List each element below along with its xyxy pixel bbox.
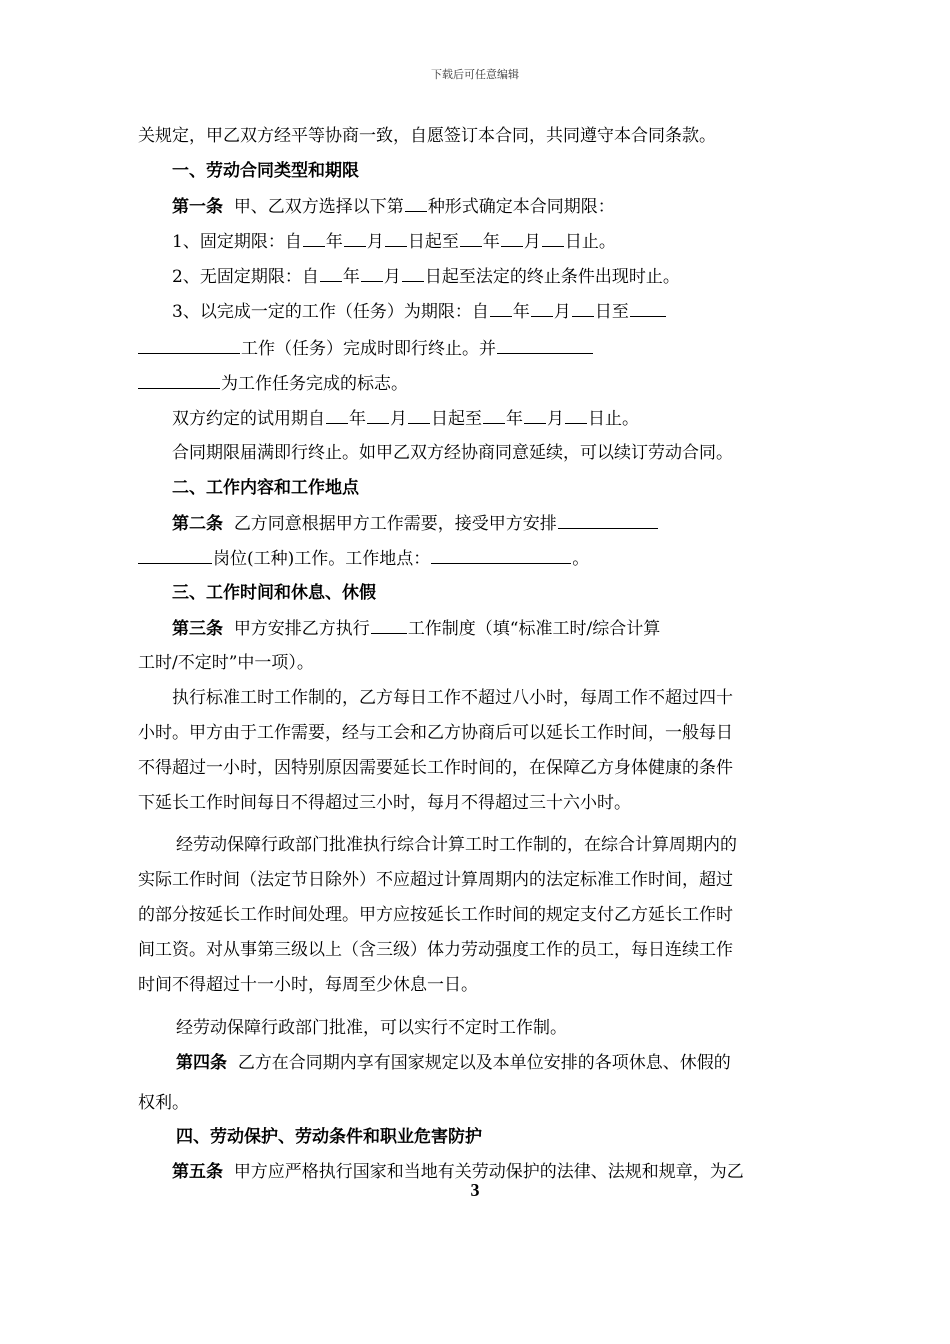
blank-field[interactable] xyxy=(531,299,553,317)
page-number: 3 xyxy=(470,1180,480,1200)
text-line: 权利。 xyxy=(138,1093,189,1113)
section-heading-4: 四、劳动保护、劳动条件和职业危害防护 xyxy=(176,1127,482,1147)
section-heading-1: 一、劳动合同类型和期限 xyxy=(172,161,359,181)
text-line: 关规定，甲乙双方经平等协商一致，自愿签订本合同，共同遵守本合同条款。 xyxy=(138,126,716,146)
text-line: 合同期限届满即行终止。如甲乙双方经协商同意延续，可以续订劳动合同。 xyxy=(172,443,733,463)
blank-field[interactable] xyxy=(371,616,407,634)
blank-field[interactable] xyxy=(501,229,523,247)
blank-field[interactable] xyxy=(558,511,658,529)
blank-field[interactable] xyxy=(303,229,325,247)
text-line: 不得超过一小时，因特别原因需要延长工作时间的，在保障乙方身体健康的条件 xyxy=(138,758,733,778)
blank-field[interactable] xyxy=(405,194,427,212)
text-line: 的部分按延长工作时间处理。甲方应按延长工作时间的规定支付乙方延长工作时 xyxy=(138,905,733,925)
text-line: 工作（任务）完成时即行终止。并 xyxy=(138,336,818,361)
blank-field[interactable] xyxy=(408,406,430,424)
blank-field[interactable] xyxy=(138,371,220,389)
text-line: 为工作任务完成的标志。 xyxy=(138,371,818,396)
blank-field[interactable] xyxy=(524,406,546,424)
option-open-ended: 2、无固定期限：自 年 月 日起至法定的终止条件出现时止。 xyxy=(172,264,818,289)
blank-field[interactable] xyxy=(326,406,348,424)
blank-field[interactable] xyxy=(565,406,587,424)
text-line: 岗位(工种)工作。工作地点： 。 xyxy=(138,546,818,571)
text-line: 工时/不定时”中一项）。 xyxy=(138,653,314,673)
option-task-based: 3、以完成一定的工作（任务）为期限：自 年 月 日至 xyxy=(172,299,818,324)
text-line: 经劳动保障行政部门批准执行综合计算工时工作制的，在综合计算周期内的 xyxy=(176,835,737,855)
text-line: 间工资。对从事第三级以上（含三级）体力劳动强度工作的员工，每日连续工作 xyxy=(138,940,733,960)
blank-field[interactable] xyxy=(497,336,593,354)
blank-field[interactable] xyxy=(572,299,594,317)
article-2: 第二条 乙方同意根据甲方工作需要，接受甲方安排 xyxy=(172,511,818,536)
text-line: 时间不得超过十一小时，每周至少休息一日。 xyxy=(138,975,478,995)
blank-field[interactable] xyxy=(630,299,666,317)
text-line: 执行标准工时工作制的，乙方每日工作不超过八小时，每周工作不超过四十 xyxy=(172,688,733,708)
blank-field[interactable] xyxy=(460,229,482,247)
blank-field[interactable] xyxy=(138,546,212,564)
text-line: 下延长工作时间每日不得超过三小时，每月不得超过三十六小时。 xyxy=(138,793,631,813)
section-heading-3: 三、工作时间和休息、休假 xyxy=(172,583,376,603)
article-4: 第四条 乙方在合同期内享有国家规定以及本单位安排的各项休息、休假的 xyxy=(176,1053,731,1073)
probation-period: 双方约定的试用期自 年 月 日起至 年 月 日止。 xyxy=(172,406,818,431)
blank-field[interactable] xyxy=(385,229,407,247)
text-line: 经劳动保障行政部门批准，可以实行不定时工作制。 xyxy=(176,1018,567,1038)
blank-field[interactable] xyxy=(138,336,240,354)
article-3: 第三条 甲方安排乙方执行 工作制度（填“标准工时/综合计算 xyxy=(172,616,818,641)
blank-field[interactable] xyxy=(402,264,424,282)
section-heading-2: 二、工作内容和工作地点 xyxy=(172,478,359,498)
text-line: 实际工作时间（法定节日除外）不应超过计算周期内的法定标准工作时间，超过 xyxy=(138,870,733,890)
blank-field[interactable] xyxy=(320,264,342,282)
text-line: 小时。甲方由于工作需要，经与工会和乙方协商后可以延长工作时间，一般每日 xyxy=(138,723,733,743)
blank-field[interactable] xyxy=(490,299,512,317)
article-5: 第五条 甲方应严格执行国家和当地有关劳动保护的法律、法规和规章，为乙 xyxy=(172,1162,744,1182)
article-1: 第一条 甲、乙双方选择以下第 种形式确定本合同期限： xyxy=(172,194,818,219)
blank-field[interactable] xyxy=(361,264,383,282)
header-note: 下载后可任意编辑 xyxy=(431,68,519,81)
blank-field[interactable] xyxy=(367,406,389,424)
option-fixed-term: 1、固定期限：自 年 月 日起至 年 月 日止。 xyxy=(172,229,818,254)
blank-field[interactable] xyxy=(483,406,505,424)
blank-field[interactable] xyxy=(431,546,571,564)
blank-field[interactable] xyxy=(542,229,564,247)
blank-field[interactable] xyxy=(344,229,366,247)
